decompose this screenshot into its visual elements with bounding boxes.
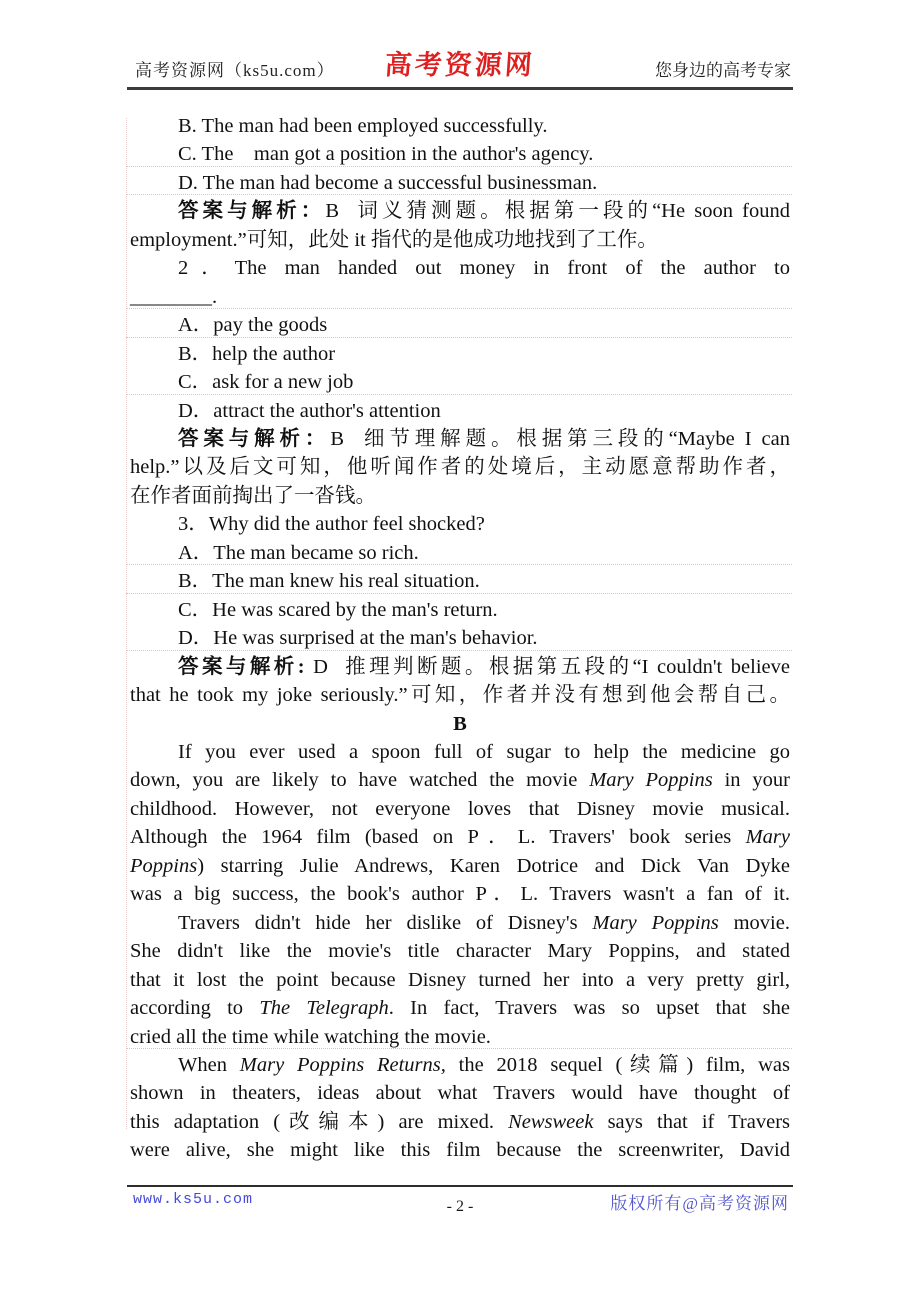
text-segment: . In fact, Travers was so upset that she [388, 997, 790, 1020]
footer-copyright: 版权所有@高考资源网 [610, 1194, 789, 1213]
text-line [130, 482, 790, 510]
text-segment: D. The man had become a successful businessman. [178, 171, 598, 194]
text-segment: ________. [130, 285, 218, 308]
text-line [130, 1079, 790, 1107]
text-line [130, 1136, 790, 1164]
text-segment: was a big success, the book's author P．L. Travers wasn't a fan of it. [130, 883, 790, 906]
text-line [130, 823, 790, 851]
text-segment: D．He was surprised at the man's behavior. [178, 627, 538, 650]
text-segment: D．attract the author's attention [178, 399, 441, 422]
text-line [130, 766, 790, 794]
text-segment: were alive, she might like this film because the screenwriter, David [130, 1139, 790, 1162]
header-slogan: 您身边的高考专家 [655, 61, 791, 80]
text-segment: C．ask for a new job [178, 371, 354, 394]
text-line [130, 567, 790, 595]
text-line [130, 624, 790, 652]
text-segment: B [453, 712, 467, 735]
text-segment: B. The man had been employed successfully. [178, 115, 548, 137]
text-line [130, 596, 790, 624]
text-segment: 2．The man handed out money in front of the author to [178, 257, 790, 280]
text-line [130, 880, 790, 908]
text-segment: Although the 1964 film (based on P．L. Travers' book series [130, 826, 746, 849]
text-segment: When [178, 1053, 240, 1076]
text-segment: Mary [745, 826, 790, 849]
text-line [130, 909, 790, 937]
text-line [130, 681, 790, 709]
text-segment: Travers didn't hide her dislike of Disney's [178, 911, 593, 934]
text-segment: 3．Why did the author feel shocked? [178, 513, 485, 536]
text-line [130, 340, 790, 368]
text-segment: according to [130, 997, 260, 1020]
text-segment: ) starring Julie Andrews, Karen Dotrice and Dick Van Dyke [197, 854, 790, 877]
text-segment: B 词义猜测题。根据第一段的“He soon found [325, 200, 791, 223]
text-line [130, 197, 790, 225]
text-line [130, 852, 790, 880]
text-line [130, 539, 790, 567]
text-line [130, 254, 790, 282]
footer-divider [127, 1185, 793, 1187]
text-segment: 答案与解析: [178, 655, 305, 678]
text-line [130, 311, 790, 339]
text-segment: B．The man knew his real situation. [178, 570, 480, 593]
text-segment: shown in theaters, ideas about what Travers would have thought of [130, 1082, 790, 1105]
text-segment: help.”以及后文可知，他听闻作者的处境后，主动愿意帮助作者， [130, 456, 790, 479]
text-line [130, 368, 790, 396]
text-segment: that he took my joke seriously.”可知，作者并没有想到他会帮自己。 [130, 684, 790, 707]
text-segment: The Telegraph [259, 997, 389, 1020]
text-segment: Poppins [130, 854, 198, 877]
page-number: - 2 - [446, 1198, 474, 1215]
text-line [130, 937, 790, 965]
text-line [130, 169, 790, 197]
page-footer [127, 1189, 793, 1223]
text-segment: cried all the time while watching the movie. [130, 1025, 491, 1048]
footer-site-link[interactable]: www.ks5u.com [133, 1191, 254, 1208]
text-segment: employment.”可知，此处 it 指代的是他成功地找到了工作。 [130, 228, 658, 251]
text-line [130, 283, 790, 311]
text-segment: C．He was scared by the man's return. [178, 598, 498, 621]
text-segment: A．The man became so rich. [178, 541, 419, 564]
text-line [130, 112, 790, 140]
text-line [130, 510, 790, 538]
text-line [130, 140, 790, 168]
text-line [130, 710, 790, 738]
text-segment: If you ever used a spoon full of sugar to help the medicine go [178, 740, 790, 763]
page-header [127, 0, 793, 90]
text-segment: C. The man got a position in the author's agency. [178, 143, 594, 166]
text-segment: Mary Poppins [589, 769, 713, 792]
text-segment: She didn't like the movie's title character Mary Poppins, and stated [130, 940, 790, 963]
header-site-name: 高考资源网（ks5u.com） [135, 61, 335, 80]
text-line [130, 226, 790, 254]
text-line [130, 1023, 790, 1051]
text-segment: the 2018 sequel (续篇) film, was [445, 1053, 790, 1076]
text-segment: down, you are likely to have watched the movie [130, 769, 590, 792]
text-segment: B．help the author [178, 342, 336, 365]
text-segment: Newsweek [508, 1110, 594, 1133]
text-segment: that it lost the point because Disney turned her into a very pretty girl, [130, 968, 790, 991]
text-segment: D 推理判断题。根据第五段的“I couldn't believe [304, 655, 790, 678]
text-line [130, 738, 790, 766]
text-line [130, 397, 790, 425]
text-line [130, 453, 790, 481]
text-segment: 答案与解析： [178, 200, 326, 223]
text-segment: B 细节理解题。根据第三段的“Maybe I can [330, 427, 790, 450]
text-line [130, 1051, 790, 1079]
text-segment: A．pay the goods [178, 314, 328, 337]
text-segment: in your [712, 769, 790, 792]
text-segment: Mary Poppins Returns, [239, 1053, 446, 1076]
text-line [130, 653, 790, 681]
ks5u-logo: 高考资源网 [383, 50, 536, 80]
text-line [130, 1108, 790, 1136]
document-body [130, 112, 790, 1165]
text-line [130, 994, 790, 1022]
text-segment: this adaptation (改编本) are mixed. [130, 1110, 509, 1133]
text-segment: childhood. However, not everyone loves that Disney movie musical. [130, 797, 790, 820]
text-segment: movie. [718, 911, 790, 934]
text-segment: 在作者面前掏出了一沓钱。 [130, 484, 376, 507]
text-line [130, 795, 790, 823]
text-line [130, 425, 790, 453]
text-segment: says that if Travers [593, 1110, 790, 1133]
text-line [130, 966, 790, 994]
text-segment: Mary Poppins [592, 911, 719, 934]
text-segment: 答案与解析： [178, 427, 331, 450]
